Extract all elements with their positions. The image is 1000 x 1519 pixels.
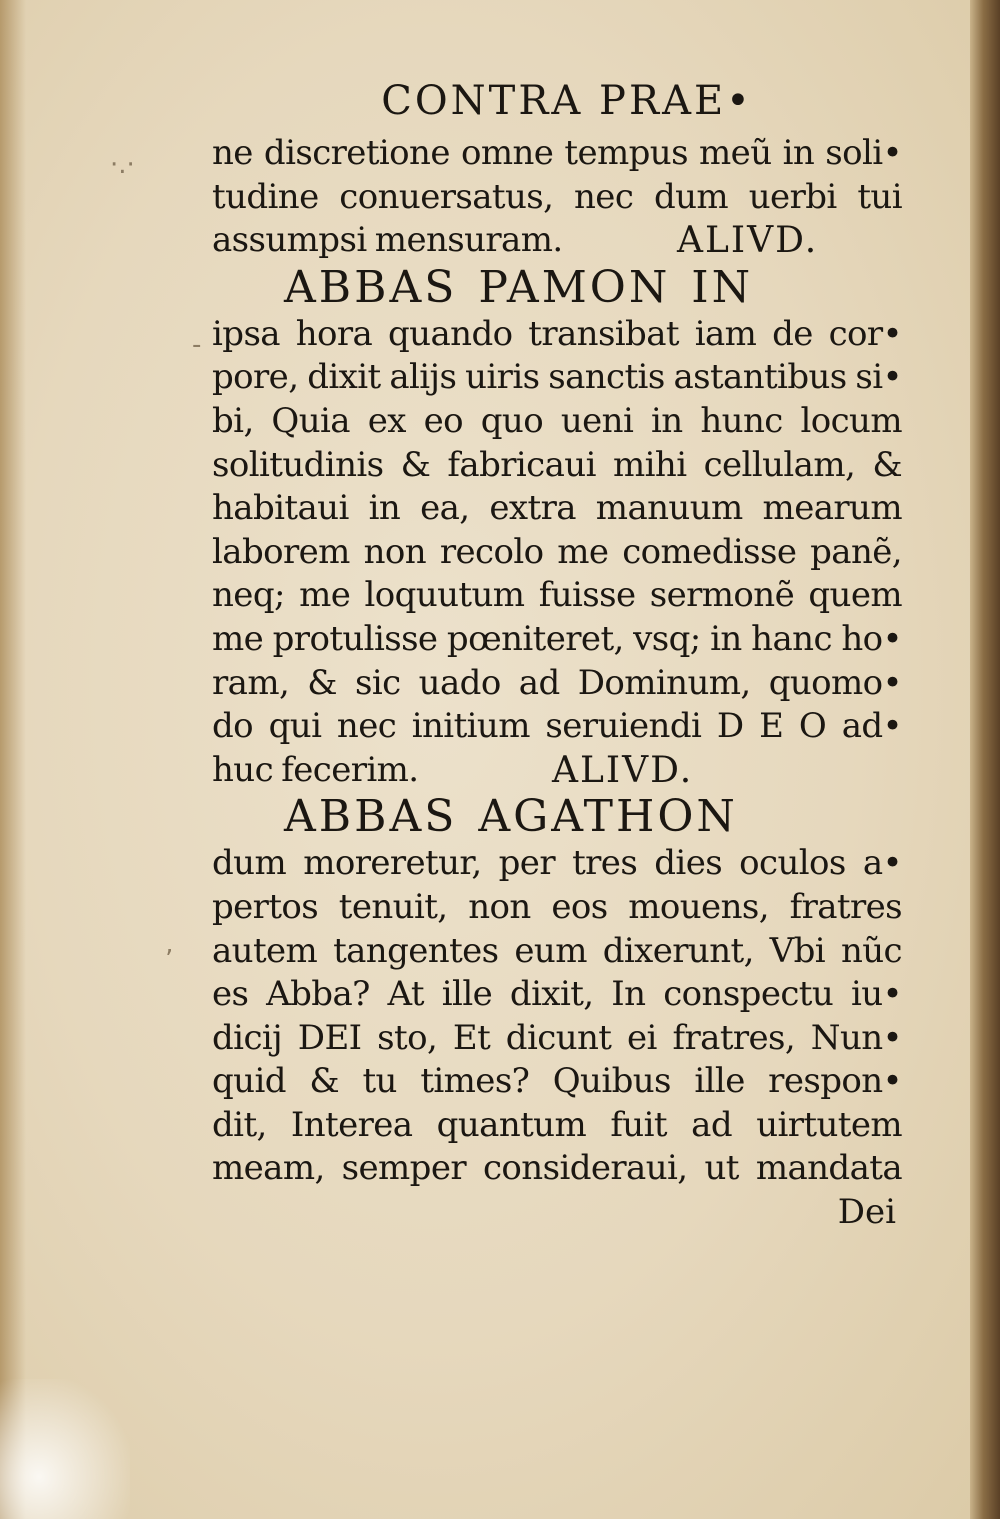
line-text: pore, dixit alijs uiris sanctis astantibus si• [212,357,902,398]
line-text: ipsa hora quando transibat iam de cor• [212,313,902,354]
line-text: do qui nec initium seruiendi D E O ad• [212,706,902,747]
margin-dash: - [192,330,202,360]
line-text: assumpsi mensuram. [212,220,563,261]
text-line [212,842,902,886]
text-line [212,313,902,357]
text-line [212,356,902,400]
line-text: es Abba? At ille dixit, In conspectu iu• [212,974,902,1015]
text-line [212,749,902,793]
catchword: Dei [837,1192,896,1233]
line-text: tudine conuersatus, nec dum uerbi tui [212,176,902,217]
text-line [212,1060,902,1104]
line-text: habitaui in ea, extra manuum mearum [212,488,902,529]
line-text: solitudinis & fabricaui mihi cellulam, & [212,444,902,485]
book-gutter [970,0,1000,1519]
line-text: bi, Quia ex eo quo ueni in hunc locum [212,400,902,441]
text-line [212,973,902,1017]
line-text: dum moreretur, per tres dies oculos a• [212,843,902,884]
line-text: huc fecerim. [212,749,419,790]
line-text: ABBAS AGATHON [284,791,738,843]
text-line [212,132,902,176]
line-text: neq; me loquutum fuisse sermonẽ quem [212,575,902,616]
line-text: laborem non recolo me comedisse panẽ, [212,531,902,572]
text-line [212,1017,902,1061]
line-text: ABBAS PAMON IN [284,261,754,313]
line-text: dit, Interea quantum fuit ad uirtutem [212,1104,902,1145]
text-line [212,1147,902,1191]
text-line [212,618,902,662]
text-line [212,705,902,749]
line-text: pertos tenuit, non eos mouens, fratres [212,886,902,927]
text-line [212,531,902,575]
line-text: quid & tu times? Quibus ille respon• [212,1061,902,1102]
line-text: dicij DEI sto, Et dicunt ei fratres, Nun• [212,1017,902,1058]
text-line [212,662,902,706]
aliud-marker: ALIVD. [552,749,694,791]
margin-mark: ʼ [165,945,174,975]
line-text: meam, semper consideraui, ut mandata [212,1148,902,1189]
text-line [212,219,902,263]
text-line [212,886,902,930]
section-heading [212,792,902,842]
text-line [212,176,902,220]
running-head: CONTRA PRAE• [381,78,753,124]
body-text [212,132,902,1191]
paper-stain [0,1379,130,1519]
margin-dots: ·.· [110,150,135,180]
line-text: ne discretione omne tempus meũ in soli• [212,133,902,173]
text-line [212,400,902,444]
aliud-marker: ALIVD. [677,220,819,262]
text-line [212,930,902,974]
text-line [212,444,902,488]
text-block [212,70,902,1234]
section-heading [212,263,902,313]
text-line [212,487,902,531]
line-text: autem tangentes eum dixerunt, Vbi nũc [212,930,902,971]
line-text: ram, & sic uado ad Dominum, quomo• [212,662,902,703]
line-text: me protulisse pœniteret, vsq; in hanc ho• [212,618,902,659]
text-line [212,574,902,618]
text-line [212,1104,902,1148]
